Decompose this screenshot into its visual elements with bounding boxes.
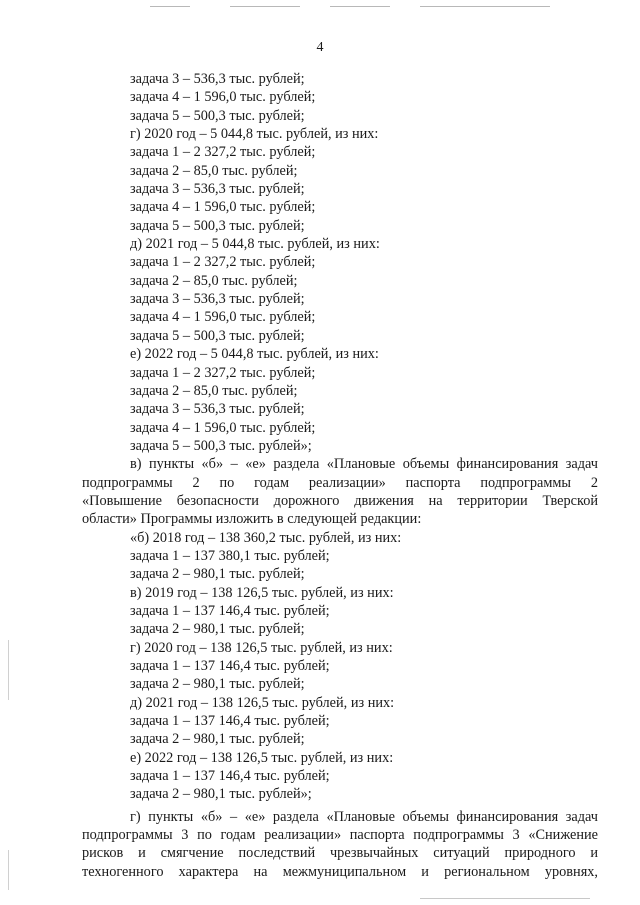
list-item: задача 3 – 536,3 тыс. рублей; — [130, 291, 305, 308]
list-item: е) 2022 год – 5 044,8 тыс. рублей, из них: — [130, 346, 379, 363]
paragraph-item-g — [82, 808, 598, 881]
list-item: задача 2 – 85,0 тыс. рублей; — [130, 272, 298, 289]
list-item: задача 2 – 980,1 тыс. рублей; — [130, 731, 305, 748]
list-item: д) 2021 год – 138 126,5 тыс. рублей, из них: — [130, 694, 395, 711]
paragraph-line: подпрограммы 3 по годам реализации» паспорта подпрограммы 3 «Снижение — [82, 827, 598, 844]
page-number: 4 — [316, 40, 324, 55]
list-item: задача 1 – 137 146,4 тыс. рублей; — [130, 602, 330, 619]
list-item: е) 2022 год – 138 126,5 тыс. рублей, из них: — [130, 749, 394, 766]
paragraph-line: техногенного характера на межмуниципальном и региональном уровнях, — [82, 863, 598, 880]
list-item: задача 5 – 500,3 тыс. рублей»; — [130, 437, 312, 454]
paragraph-item-v — [82, 455, 598, 528]
list-item: задача 3 – 536,3 тыс. рублей; — [130, 71, 305, 87]
list-item: задача 5 – 500,3 тыс. рублей; — [130, 327, 305, 344]
list-item: д) 2021 год – 5 044,8 тыс. рублей, из них: — [130, 236, 380, 253]
scan-artifact-top — [330, 6, 390, 7]
list-item: задача 3 – 536,3 тыс. рублей; — [130, 181, 305, 198]
list-item: задача 2 – 980,1 тыс. рублей; — [130, 676, 305, 693]
list-item: задача 5 – 500,3 тыс. рублей; — [130, 107, 305, 124]
block-subprogram-1-tail — [82, 70, 598, 455]
paragraph-line: подпрограммы 2 по годам реализации» паспорта подпрограммы 2 — [82, 474, 598, 491]
list-item: задача 2 – 980,1 тыс. рублей»; — [130, 786, 312, 803]
scan-artifact-left — [8, 850, 9, 890]
list-item: задача 4 – 1 596,0 тыс. рублей; — [130, 89, 316, 106]
scan-artifact-top — [420, 6, 550, 7]
list-item: задача 2 – 85,0 тыс. рублей; — [130, 382, 298, 399]
scan-artifact-top — [150, 6, 190, 7]
scan-artifact-bottom — [420, 898, 590, 899]
list-item: задача 1 – 2 327,2 тыс. рублей; — [130, 364, 316, 381]
block-subprogram-2-amounts — [82, 529, 598, 804]
list-item: задача 1 – 137 146,4 тыс. рублей; — [130, 768, 330, 785]
list-item: задача 3 – 536,3 тыс. рублей; — [130, 401, 305, 418]
list-item: задача 4 – 1 596,0 тыс. рублей; — [130, 199, 316, 216]
list-item: задача 4 – 1 596,0 тыс. рублей; — [130, 419, 316, 436]
scan-artifact-top — [230, 6, 300, 7]
paragraph-line: в) пункты «б» – «е» раздела «Плановые объемы финансирования задач — [130, 456, 598, 473]
list-item: задача 1 – 2 327,2 тыс. рублей; — [130, 144, 316, 161]
list-item: задача 4 – 1 596,0 тыс. рублей; — [130, 309, 316, 326]
document-body — [82, 70, 598, 881]
paragraph-line: рисков и смягчение последствий чрезвычайных ситуаций природного и — [82, 845, 598, 862]
list-item: задача 1 – 2 327,2 тыс. рублей; — [130, 254, 316, 271]
list-item: задача 2 – 85,0 тыс. рублей; — [130, 162, 298, 179]
paragraph-line: области» Программы изложить в следующей редакции: — [82, 511, 422, 528]
list-item: задача 1 – 137 146,4 тыс. рублей; — [130, 658, 330, 674]
scan-artifact-left — [8, 640, 9, 700]
list-item: задача 2 – 980,1 тыс. рублей; — [130, 621, 305, 638]
list-item: задача 5 – 500,3 тыс. рублей; — [130, 217, 305, 234]
list-item: в) 2019 год – 138 126,5 тыс. рублей, из них: — [130, 584, 394, 601]
list-item: «б) 2018 год – 138 360,2 тыс. рублей, из них: — [130, 529, 402, 546]
list-item: г) 2020 год – 138 126,5 тыс. рублей, из них: — [130, 639, 393, 656]
list-item: г) 2020 год – 5 044,8 тыс. рублей, из них: — [130, 126, 379, 143]
list-item: задача 2 – 980,1 тыс. рублей; — [130, 566, 305, 583]
paragraph-line: «Повышение безопасности дорожного движения на территории Тверской — [82, 492, 598, 509]
paragraph-line: г) пункты «б» – «е» раздела «Плановые объемы финансирования задач — [130, 808, 598, 825]
list-item: задача 1 – 137 146,4 тыс. рублей; — [130, 713, 330, 730]
list-item: задача 1 – 137 380,1 тыс. рублей; — [130, 547, 330, 564]
